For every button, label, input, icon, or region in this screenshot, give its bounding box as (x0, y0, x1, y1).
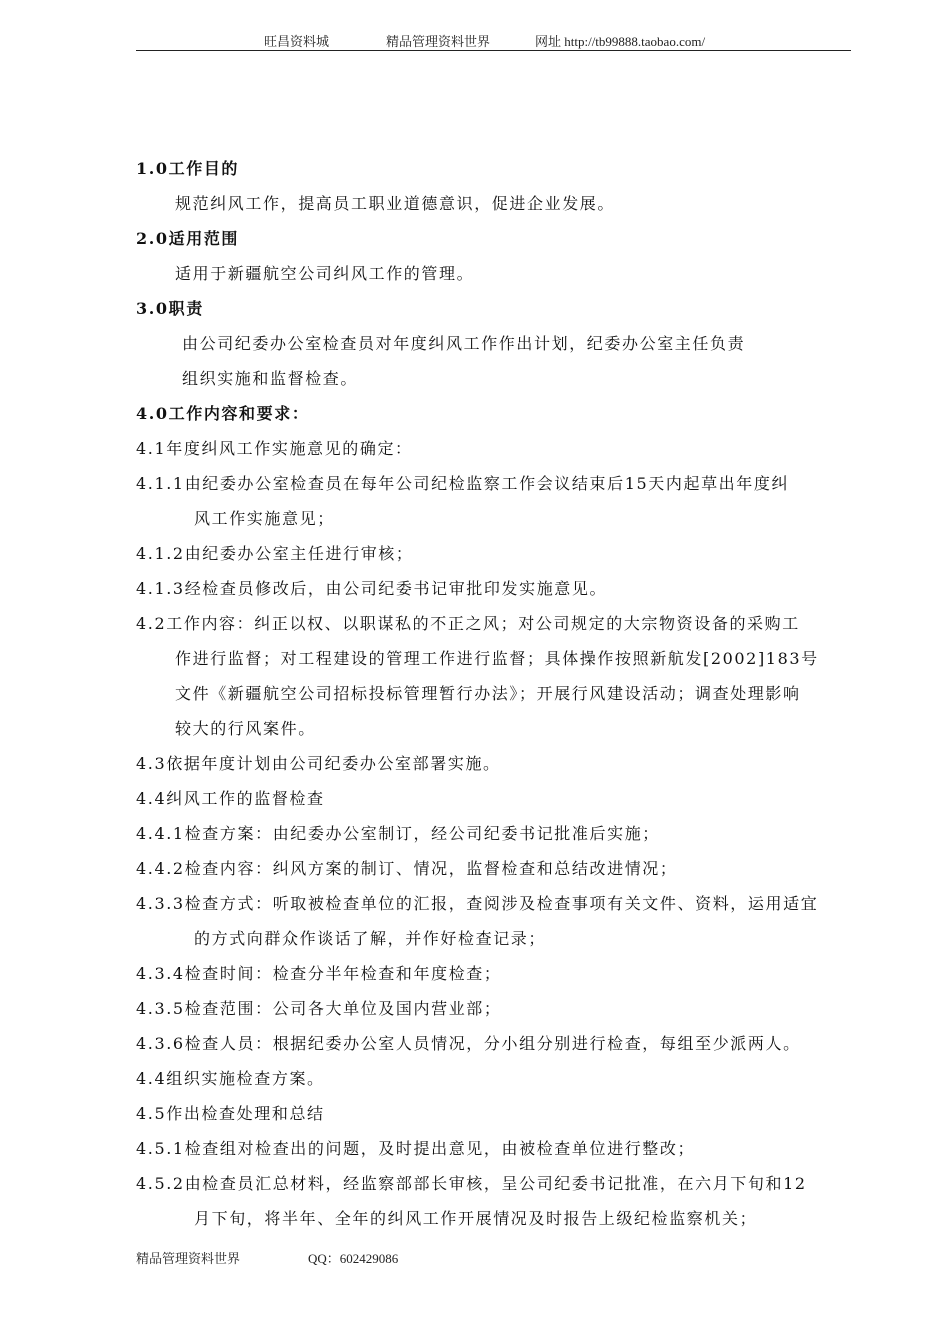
section-heading-4: 4.0工作内容和要求： (136, 404, 310, 423)
page-header (136, 30, 851, 51)
clause: 4.3.3检查方式：听取被检查单位的汇报，查阅涉及检查事项有关文件、资料，运用适宜 (136, 894, 819, 913)
clause-continuation: 的方式向群众作谈话了解，并作好检查记录； (194, 929, 547, 948)
clause-continuation: 作进行监督；对工程建设的管理工作进行监督；具体操作按照新航发[2002]183号 (175, 649, 819, 668)
paragraph: 组织实施和监督检查。 (182, 369, 359, 388)
paragraph: 由公司纪委办公室检查员对年度纠风工作作出计划，纪委办公室主任负责 (182, 334, 746, 353)
clause: 4.4.1检查方案：由纪委办公室制订，经公司纪委书记批准后实施； (136, 824, 660, 843)
footer-qq: QQ：602429086 (308, 1251, 399, 1266)
paragraph: 规范纠风工作，提高员工职业道德意识，促进企业发展。 (175, 194, 616, 213)
clause: 4.2工作内容：纠正以权、以职谋私的不正之风；对公司规定的大宗物资设备的采购工 (136, 614, 800, 633)
clause: 4.1.3经检查员修改后，由公司纪委书记审批印发实施意见。 (136, 579, 608, 598)
clause-continuation: 较大的行风案件。 (175, 719, 316, 738)
section-heading-1: 1.0工作目的 (136, 159, 240, 178)
section-heading-3: 3.0职责 (136, 299, 204, 318)
clause: 4.1.2由纪委办公室主任进行审核； (136, 544, 414, 563)
clause: 4.3.4检查时间：检查分半年检查和年度检查； (136, 964, 502, 983)
clause: 4.4纠风工作的监督检查 (136, 789, 325, 808)
clause: 4.5.1检查组对检查出的问题，及时提出意见，由被检查单位进行整改； (136, 1139, 696, 1158)
clause: 4.3.6检查人员：根据纪委办公室人员情况，分小组分别进行检查，每组至少派两人。 (136, 1034, 801, 1053)
clause-continuation: 文件《新疆航空公司招标投标管理暂行办法》；开展行风建设活动；调查处理影响 (175, 684, 801, 703)
clause: 4.1.1由纪委办公室检查员在每年公司纪检监察工作会议结束后15天内起草出年度纠 (136, 474, 790, 493)
footer-title: 精品管理资料世界 (136, 1251, 241, 1266)
clause-continuation: 月下旬，将半年、全年的纠风工作开展情况及时报告上级纪检监察机关； (194, 1209, 758, 1228)
header-shop-name: 旺昌资料城 (264, 34, 330, 49)
clause: 4.5作出检查处理和总结 (136, 1104, 325, 1123)
clause: 4.4组织实施检查方案。 (136, 1069, 325, 1088)
clause: 4.3依据年度计划由公司纪委办公室部署实施。 (136, 754, 501, 773)
header-title: 精品管理资料世界 (386, 34, 491, 49)
header-url: 网址 http://tb99888.taobao.com/ (535, 34, 706, 49)
clause: 4.3.5检查范围：公司各大单位及国内营业部； (136, 999, 502, 1018)
clause: 4.5.2由检查员汇总材料，经监察部部长审核，呈公司纪委书记批准，在六月下旬和12 (136, 1174, 807, 1193)
clause-continuation: 风工作实施意见； (194, 509, 335, 528)
page-footer (136, 1248, 399, 1267)
paragraph: 适用于新疆航空公司纠风工作的管理。 (175, 264, 475, 283)
section-heading-2: 2.0适用范围 (136, 229, 240, 248)
clause: 4.1年度纠风工作实施意见的确定： (136, 439, 413, 458)
clause: 4.4.2检查内容：纠风方案的制订、情况，监督检查和总结改进情况； (136, 859, 678, 878)
